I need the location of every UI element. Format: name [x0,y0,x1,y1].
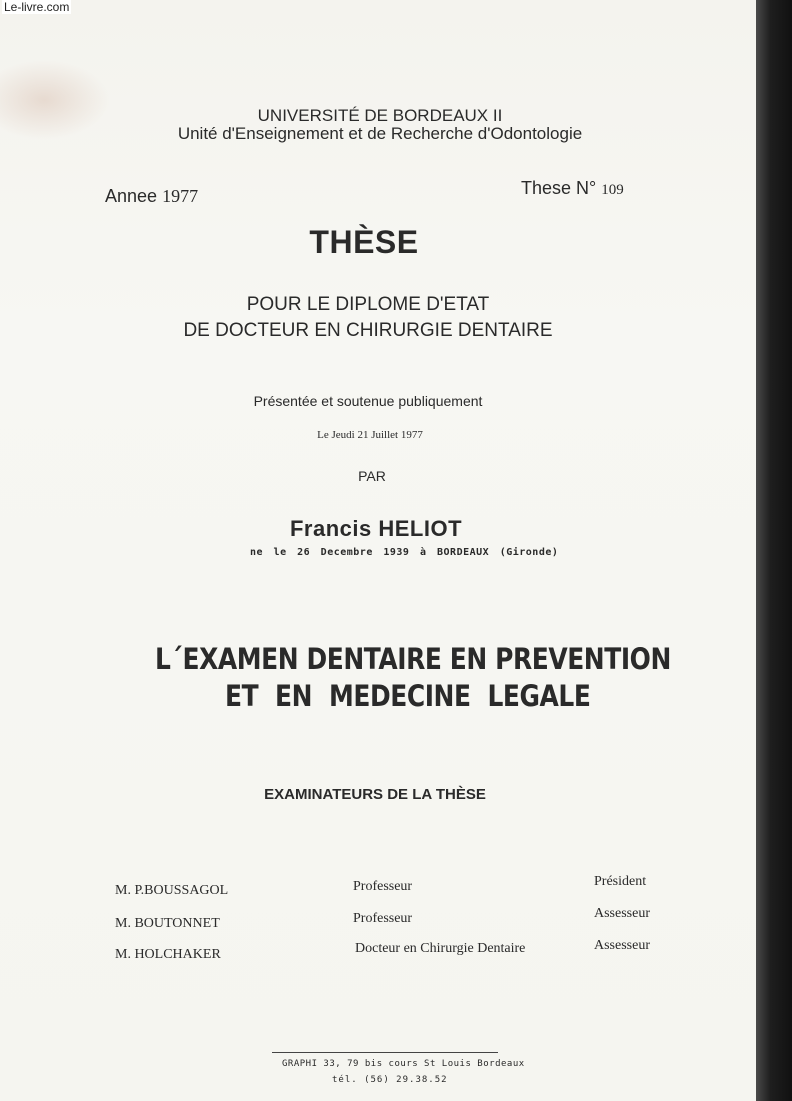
printer-phone: tél. (56) 29.38.52 [332,1075,448,1085]
author-name: Francis HELIOT [289,516,463,541]
examiner-function: Président [594,874,647,889]
author-birth: ne le 26 Decembre 1939 à BORDEAUX (Gironde) [250,547,559,558]
examiner-name: M. HOLCHAKER [115,947,221,962]
imprint-divider [272,1052,498,1053]
year-label: Annee [105,186,158,206]
par-label: PAR [358,468,386,484]
university-name: UNIVERSITÉ DE BORDEAUX II [257,106,503,125]
examiner-title: Professeur [353,879,413,894]
examiner-title: Docteur en Chirurgie Dentaire [355,941,526,956]
defense-date: Le Jeudi 21 Juillet 1977 [317,429,423,441]
examiner-title: Professeur [353,911,413,926]
examiner-function: Assesseur [594,938,650,953]
watermark: Le-livre.com [4,0,70,14]
thesis-number [521,178,624,199]
diploma-line-2: DE DOCTEUR EN CHIRURGIE DENTAIRE [183,320,553,341]
thesis-subject-line-1: L´EXAMEN DENTAIRE EN PREVENTION [155,642,671,676]
thesis-number-label: These N° [521,178,597,198]
scan-background-edge [756,0,792,1101]
examiner-function: Assesseur [594,906,650,921]
year [105,186,198,207]
presentation-text: Présentée et soutenue publiquement [253,393,483,409]
year-value: 1977 [162,186,199,206]
document-title: THÈSE [309,224,419,260]
thesis-subject-line-2: ET EN MEDECINE LEGALE [225,679,591,713]
research-unit: Unité d'Enseignement et de Recherche d'Odontologie [177,124,583,143]
examiners-heading: EXAMINATEURS DE LA THÈSE [264,786,486,803]
thesis-number-value: 109 [601,182,624,198]
diploma-line-1: POUR LE DIPLOME D'ETAT [246,294,490,315]
examiner-name: M. BOUTONNET [115,916,220,931]
printer-address: GRAPHI 33, 79 bis cours St Louis Bordeaux [282,1059,525,1069]
examiner-name: M. P.BOUSSAGOL [115,883,229,898]
